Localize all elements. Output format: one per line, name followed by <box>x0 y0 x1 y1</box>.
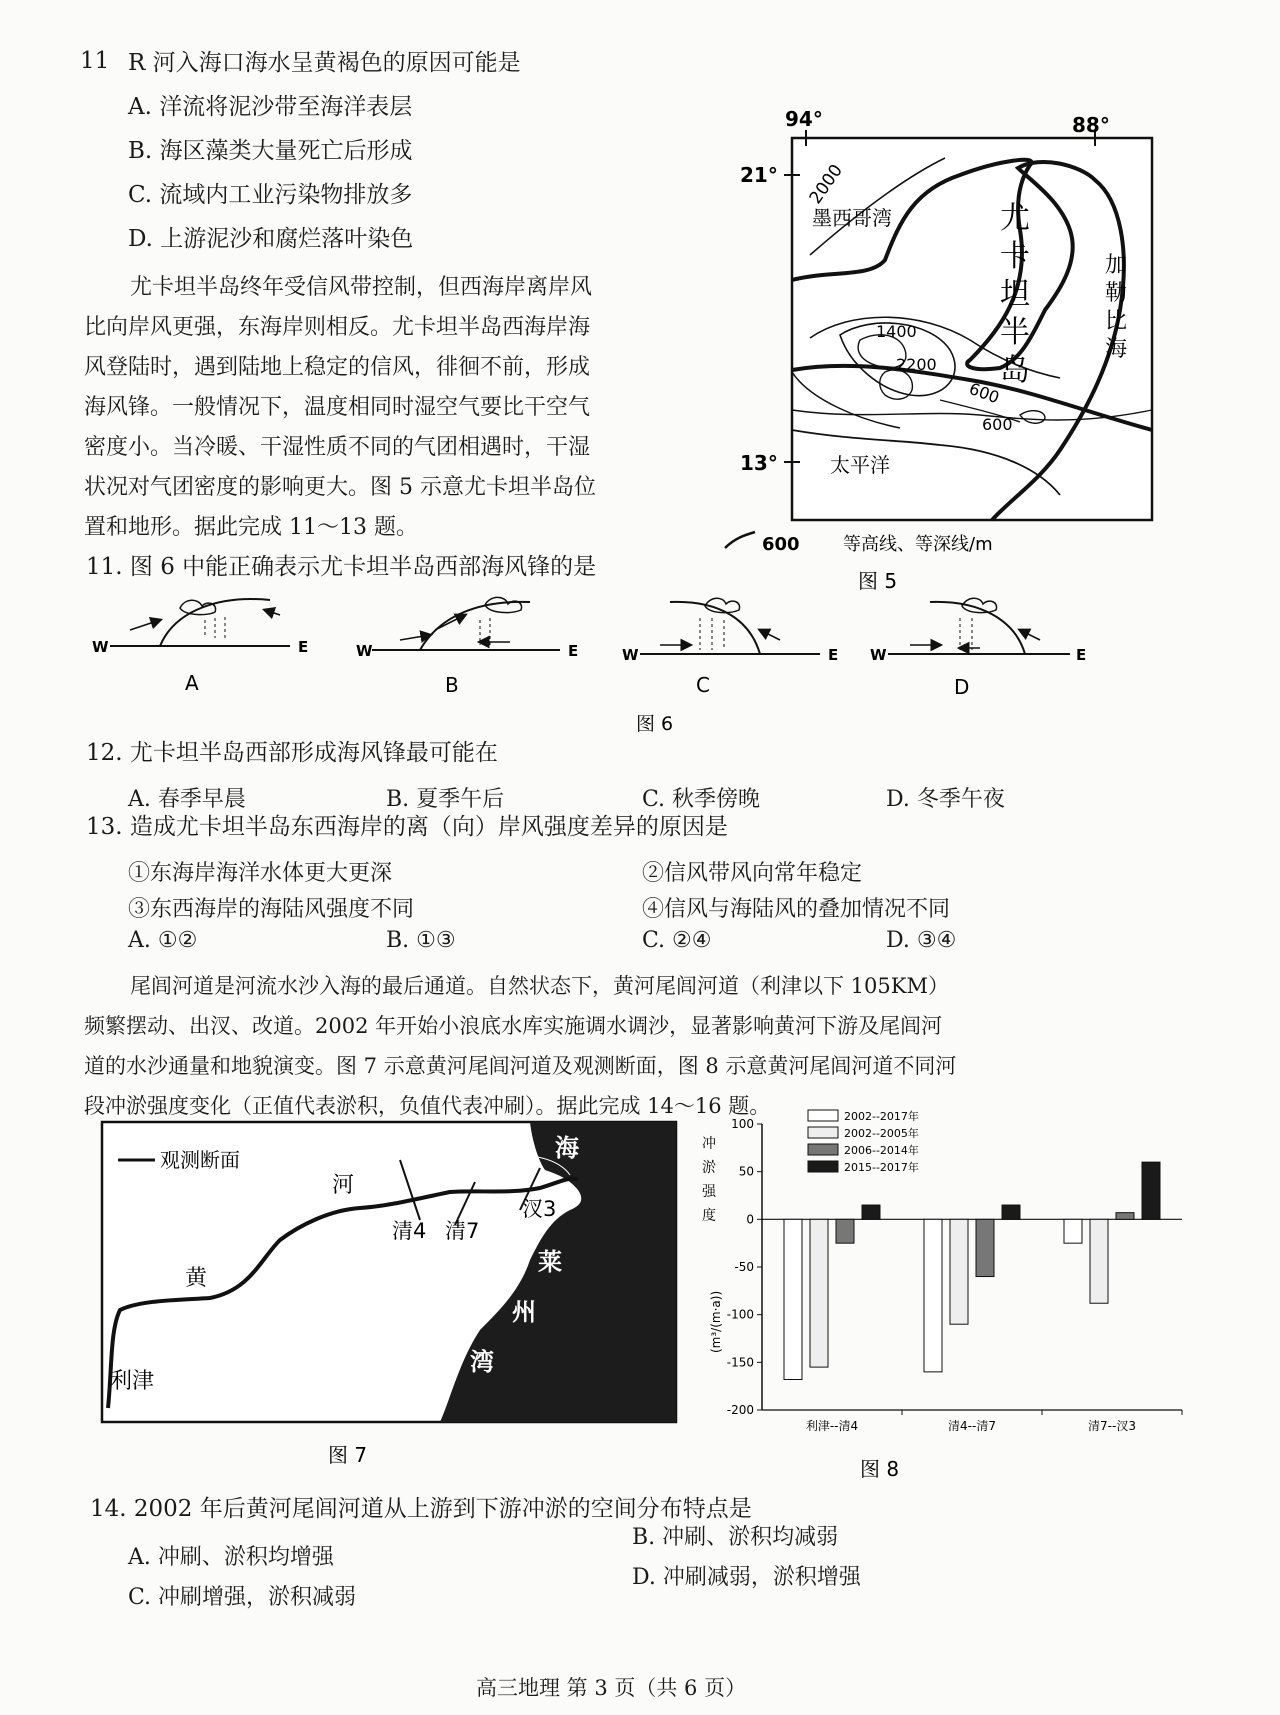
contour-label-2000: 2000 <box>805 160 847 208</box>
y-axis-label: 强 <box>702 1184 716 1200</box>
passage-line: 状况对气团密度的影响更大。图 5 示意尤卡坦半岛位 <box>84 475 596 500</box>
panel-d-label: D <box>954 675 970 699</box>
legend-swatch <box>808 1161 838 1172</box>
contour-label-600b: 600 <box>982 415 1013 434</box>
y-tick-label: -150 <box>726 1355 754 1370</box>
passage-line: 尤卡坦半岛终年受信风带控制，但西海岸离岸风 <box>130 275 593 300</box>
laizhou-label-1: 莱 <box>538 1248 562 1276</box>
legend-swatch <box>808 1144 838 1155</box>
contour-label-2200: 2200 <box>896 355 937 374</box>
q13-option-a: A. ①② <box>128 928 198 953</box>
panel-c <box>622 598 838 697</box>
bar <box>862 1205 880 1219</box>
q13-item-2: ②信风带风向常年稳定 <box>642 861 863 886</box>
y-axis-label: 冲 <box>702 1136 716 1152</box>
legend-text: 等高线、等深线/m <box>843 534 993 555</box>
pacific-label: 太平洋 <box>830 453 890 477</box>
passage2-line: 频繁摆动、出汊、改道。2002 年开始小浪底水库实施调水调沙，显著影响黄河下游及尾闾河 <box>84 1014 943 1038</box>
panel-a-label: A <box>185 671 199 695</box>
y-tick-label: -50 <box>734 1260 754 1274</box>
bar <box>784 1219 802 1379</box>
w-label: W <box>870 646 887 664</box>
bar <box>976 1219 994 1276</box>
caribbean-label-4: 海 <box>1105 337 1128 362</box>
peninsula-label-1: 尤 <box>1000 201 1030 236</box>
passage-line: 置和地形。据此完成 11～13 题。 <box>84 515 418 540</box>
question-13-stem: 13. 造成尤卡坦半岛东西海岸的离（向）岸风强度差异的原因是 <box>86 814 728 840</box>
e-label: E <box>828 646 839 664</box>
passage-line: 海风锋。一般情况下，温度相同时湿空气要比干空气 <box>84 395 591 420</box>
passage-line: 比向岸风更强，东海岸则相反。尤卡坦半岛西海岸海 <box>84 315 591 340</box>
longitude-label-88: 88° <box>1072 113 1110 137</box>
q14-option-b: B. 冲刷、淤积均减弱 <box>632 1525 839 1550</box>
bohai-label-2: 海 <box>555 1134 579 1162</box>
qing4-label: 清4 <box>392 1219 427 1243</box>
y-axis-label: 度 <box>702 1208 716 1224</box>
bar <box>1116 1213 1134 1220</box>
question-12-stem: 12. 尤卡坦半岛西部形成海风锋最可能在 <box>86 740 498 766</box>
y-tick-label: 0 <box>746 1212 754 1227</box>
figure-6-caption: 图 6 <box>636 713 674 735</box>
legend-label: 2015--2017年 <box>844 1161 919 1174</box>
passage-line: 密度小。当冷暖、干湿性质不同的气团相遇时，干湿 <box>84 435 591 460</box>
laizhou-label-2: 州 <box>512 1298 536 1326</box>
contour-label-1400: 1400 <box>876 322 917 341</box>
passage-line: 风登陆时，遇到陆地上稳定的信风，徘徊不前，形成 <box>84 355 591 380</box>
question-number: 11 <box>80 48 110 74</box>
q12-option-b: B. 夏季午后 <box>386 787 505 812</box>
huang-label: 黄 <box>185 1266 208 1291</box>
y-tick-label: -200 <box>726 1403 754 1417</box>
laizhou-label-3: 湾 <box>470 1348 494 1376</box>
caribbean-label-2: 勒 <box>1105 281 1128 306</box>
bohai-label-1: 渤 <box>505 1134 529 1162</box>
peninsula-label-4: 半 <box>1000 315 1030 350</box>
figure-8-caption: 图 8 <box>860 1457 900 1481</box>
legend-swatch <box>808 1127 838 1138</box>
figure-7-caption: 图 7 <box>328 1443 368 1467</box>
bar <box>836 1219 854 1243</box>
panel-b-label: B <box>445 673 459 697</box>
figure-5-caption: 图 5 <box>858 569 898 593</box>
q14-option-a: A. 冲刷、淤积均增强 <box>128 1545 334 1570</box>
bar <box>950 1219 968 1324</box>
legend-value: 600 <box>762 534 800 555</box>
y-axis-label: 淤 <box>702 1160 716 1176</box>
question-11-stem: 11. 图 6 中能正确表示尤卡坦半岛西部海风锋的是 <box>86 554 597 580</box>
q13-option-b: B. ①③ <box>386 928 456 953</box>
contour-label-600a: 600 <box>966 378 1002 408</box>
y-axis-unit: (m³/(m·a)) <box>709 1290 723 1353</box>
bar <box>1064 1219 1082 1243</box>
longitude-label-94: 94° <box>785 110 823 131</box>
gulf-of-mexico-label: 墨西哥湾 <box>812 206 892 230</box>
figure-8-chart <box>690 1108 1190 1488</box>
y-tick-label: -100 <box>726 1307 754 1322</box>
panel-c-label: C <box>696 673 710 697</box>
he-label: 河 <box>332 1173 355 1198</box>
panel-d <box>870 598 1086 699</box>
w-label: W <box>356 642 373 660</box>
han3-label: 汊3 <box>522 1197 557 1221</box>
latitude-label-21: 21° <box>740 163 778 187</box>
option-b: B. 海区藻类大量死亡后形成 <box>128 138 413 164</box>
bar <box>1090 1219 1108 1303</box>
passage2-line: 尾闾河道是河流水沙入海的最后通道。自然状态下，黄河尾闾河道（利津以下 105KM） <box>130 974 949 998</box>
page-footer: 高三地理 第 3 页（共 6 页） <box>476 1676 747 1700</box>
bar <box>1002 1205 1020 1219</box>
option-c: C. 流域内工业污染物排放多 <box>128 182 413 208</box>
q13-item-1: ①东海岸海洋水体更大更深 <box>128 861 393 886</box>
passage2-line: 道的水沙通量和地貌演变。图 7 示意黄河尾闾河道及观测断面，图 8 示意黄河尾闾河道不同河 <box>84 1054 957 1078</box>
y-tick-label: 100 <box>731 1117 754 1131</box>
peninsula-label-5: 岛 <box>1000 353 1030 388</box>
option-d: D. 上游泥沙和腐烂落叶染色 <box>128 226 414 252</box>
bar <box>810 1219 828 1367</box>
q13-item-4: ④信风与海陆风的叠加情况不同 <box>642 897 951 922</box>
q13-option-c: C. ②④ <box>642 928 712 953</box>
panel-a <box>92 599 308 695</box>
legend-label: 2002--2017年 <box>844 1110 919 1123</box>
q12-option-c: C. 秋季傍晚 <box>642 787 761 812</box>
latitude-label-13: 13° <box>740 451 778 475</box>
figure-5-map <box>700 110 1180 610</box>
e-label: E <box>568 642 579 660</box>
option-a: A. 洋流将泥沙带至海洋表层 <box>128 94 413 120</box>
lijin-label: 利津 <box>110 1369 155 1394</box>
legend-label: 2002--2005年 <box>844 1127 919 1140</box>
question-14-stem: 14. 2002 年后黄河尾闾河道从上游到下游冲淤的空间分布特点是 <box>90 1496 752 1522</box>
e-label: E <box>1076 646 1087 664</box>
panel-b <box>356 597 578 697</box>
q13-option-d: D. ③④ <box>886 928 957 953</box>
w-label: W <box>92 638 109 656</box>
figure-7-map <box>100 1120 680 1480</box>
fig7-legend: 观测断面 <box>160 1148 240 1172</box>
bar <box>1142 1162 1160 1219</box>
q14-option-d: D. 冲刷减弱，淤积增强 <box>632 1565 861 1590</box>
caribbean-label-1: 加 <box>1105 253 1128 278</box>
x-tick-label: 清4--清7 <box>948 1419 996 1433</box>
x-tick-label: 清7--汊3 <box>1088 1419 1136 1433</box>
w-label: W <box>622 646 639 664</box>
q14-option-c: C. 冲刷增强，淤积减弱 <box>128 1585 357 1610</box>
q12-option-a: A. 春季早晨 <box>128 787 246 812</box>
qing7-label: 清7 <box>445 1219 480 1243</box>
question-stem: R 河入海口海水呈黄褐色的原因可能是 <box>128 50 521 76</box>
q12-option-d: D. 冬季午夜 <box>886 787 1005 812</box>
peninsula-label-3: 坦 <box>1000 277 1030 312</box>
passage2-line: 段冲淤强度变化（正值代表淤积，负值代表冲刷）。据此完成 14～16 题。 <box>84 1094 771 1118</box>
y-tick-label: 50 <box>738 1164 754 1179</box>
legend-swatch <box>808 1110 838 1121</box>
bar <box>924 1219 942 1372</box>
caribbean-label-3: 比 <box>1105 309 1128 334</box>
peninsula-label-2: 卡 <box>1000 239 1030 274</box>
e-label: E <box>298 638 309 656</box>
legend-label: 2006--2014年 <box>844 1144 919 1157</box>
q13-item-3: ③东西海岸的海陆风强度不同 <box>128 897 415 922</box>
x-tick-label: 利津--清4 <box>805 1419 859 1433</box>
figure-6 <box>80 590 1200 740</box>
